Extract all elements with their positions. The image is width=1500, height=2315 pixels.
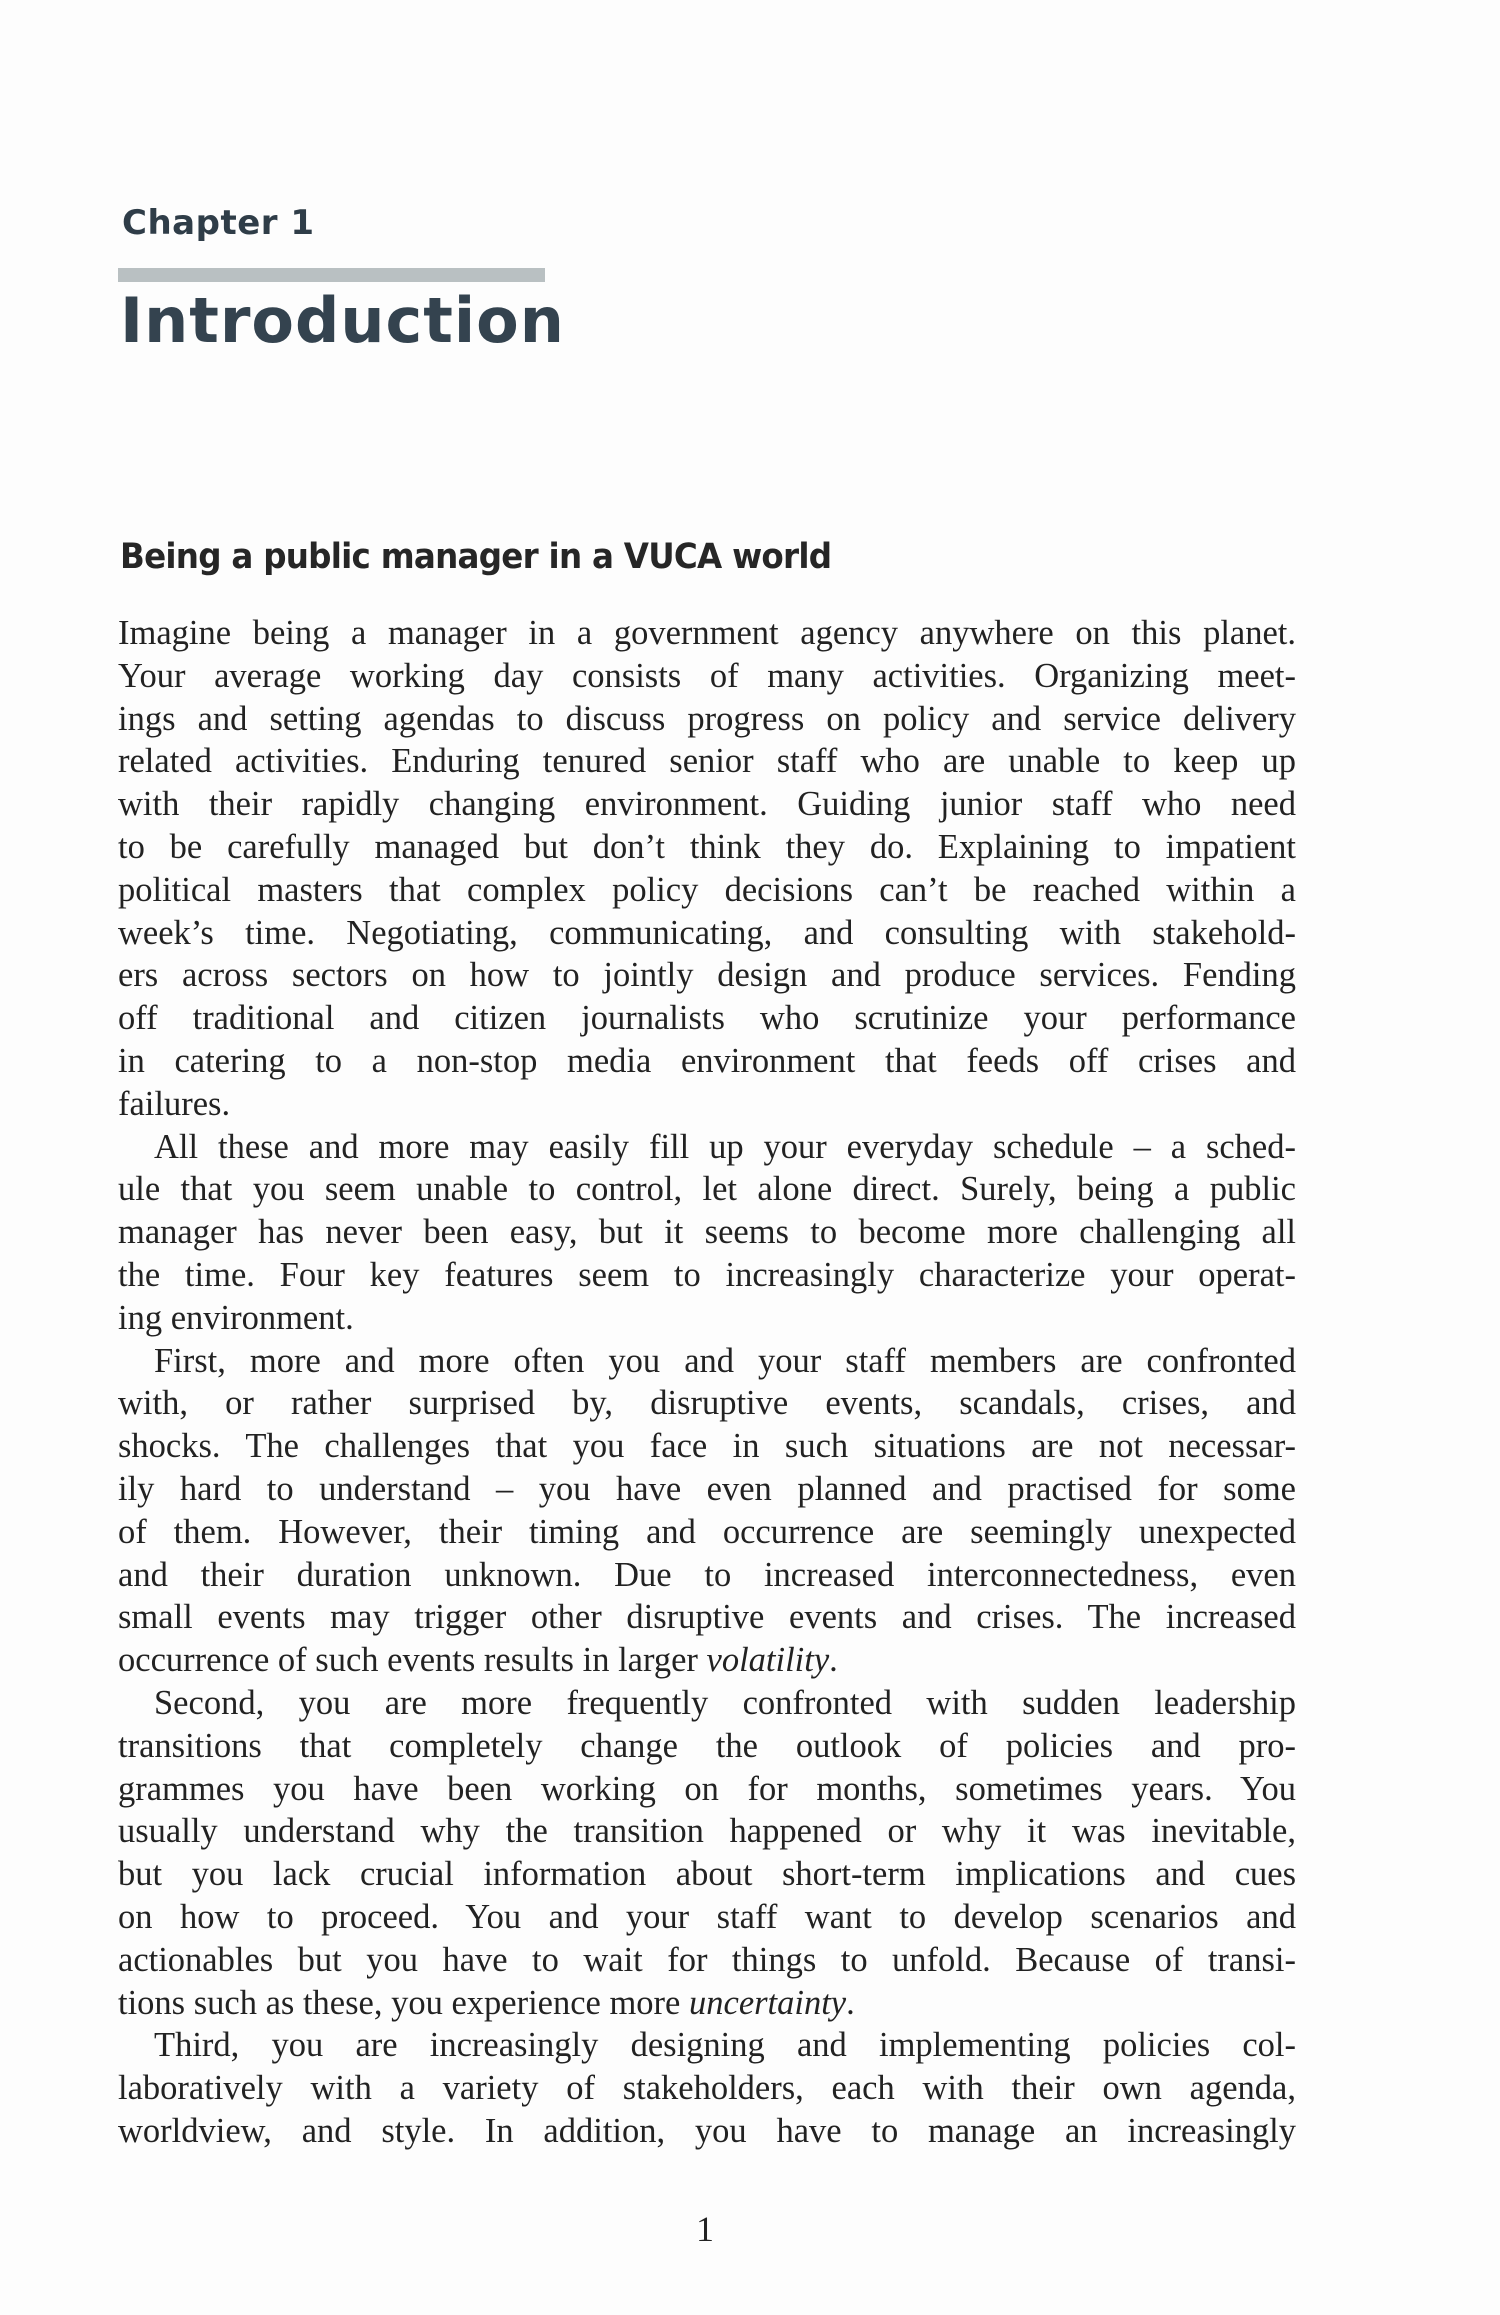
paragraph-3 [118, 1340, 1296, 1682]
text-line: grammes you have been working on for months, sometimes years. You [118, 1769, 1296, 1808]
text-line: small events may trigger other disruptive events and crises. The increased [118, 1598, 1296, 1637]
text-line: related activities. Enduring tenured senior staff who are unable to keep up [118, 742, 1296, 781]
text-line: laboratively with a variety of stakeholders, each with their own agenda, [118, 2069, 1296, 2108]
paragraph-4 [118, 1682, 1296, 2024]
text-line: Third, you are increasingly designing and implementing policies col- [154, 2026, 1296, 2065]
text-line: tions such as these, you experience more uncertainty. [118, 1983, 855, 2022]
text-line: Imagine being a manager in a government agency anywhere on this planet. [118, 614, 1296, 652]
text-line: but you lack crucial information about short-term implications and cues [118, 1855, 1296, 1894]
emphasis-uncertainty: uncertainty [689, 1983, 847, 2022]
text-line: ings and setting agendas to discuss progress on policy and service delivery [118, 699, 1296, 738]
text-line: shocks. The challenges that you face in such situations are not necessar- [118, 1427, 1296, 1466]
text-line: Your average working day consists of many activities. Organizing meet- [118, 656, 1296, 695]
text-line: and their duration unknown. Due to increased interconnectedness, even [118, 1555, 1296, 1594]
chapter-title: Introduction [120, 284, 565, 357]
text-line: manager has never been easy, but it seems to become more challenging all [118, 1213, 1296, 1252]
section-heading: Being a public manager in a VUCA world [120, 537, 832, 577]
body-text [118, 612, 1296, 2153]
text-line: worldview, and style. In addition, you have to manage an increasingly [118, 2111, 1296, 2150]
text-line: ily hard to understand – you have even planned and practised for some [118, 1469, 1296, 1508]
paragraph-1 [118, 612, 1296, 1126]
text-line: All these and more may easily fill up your everyday schedule – a sched- [154, 1127, 1296, 1166]
chapter-rule [118, 268, 545, 282]
paragraph-5 [118, 2024, 1296, 2152]
text-line: off traditional and citizen journalists who scrutinize your performance [118, 999, 1296, 1038]
text-line: of them. However, their timing and occurrence are seemingly unexpected [118, 1512, 1296, 1551]
text-line: in catering to a non-stop media environment that feeds off crises and [118, 1041, 1296, 1080]
text-line: week’s time. Negotiating, communicating, and consulting with stakehold- [118, 913, 1296, 952]
text-line: to be carefully managed but don’t think they do. Explaining to impatient [118, 827, 1296, 866]
text-line: the time. Four key features seem to increasingly characterize your operat- [118, 1255, 1296, 1294]
text-line: with their rapidly changing environment. Guiding junior staff who need [118, 785, 1296, 824]
chapter-label: Chapter 1 [122, 203, 315, 243]
page-number: 1 [696, 2209, 714, 2249]
text-line: First, more and more often you and your staff members are confronted [154, 1341, 1296, 1380]
text-line: political masters that complex policy decisions can’t be reached within a [118, 870, 1296, 909]
text-line: ule that you seem unable to control, let alone direct. Surely, being a public [118, 1170, 1296, 1209]
text-line: with, or rather surprised by, disruptive events, scandals, crises, and [118, 1384, 1296, 1423]
text-line: Second, you are more frequently confronted with sudden leadership [154, 1683, 1296, 1722]
paragraph-2 [118, 1126, 1296, 1340]
text-line: ing environment. [118, 1298, 354, 1337]
text-line: occurrence of such events results in larger volatility. [118, 1641, 838, 1680]
text-line: transitions that completely change the outlook of policies and pro- [118, 1726, 1296, 1765]
text-line: actionables but you have to wait for things to unfold. Because of transi- [118, 1940, 1296, 1979]
emphasis-volatility: volatility [706, 1641, 830, 1680]
text-line: failures. [118, 1084, 231, 1123]
text-line: on how to proceed. You and your staff want to develop scenarios and [118, 1897, 1296, 1936]
text-line: ers across sectors on how to jointly design and produce services. Fending [118, 956, 1296, 995]
text-line: usually understand why the transition happened or why it was inevitable, [118, 1812, 1296, 1851]
